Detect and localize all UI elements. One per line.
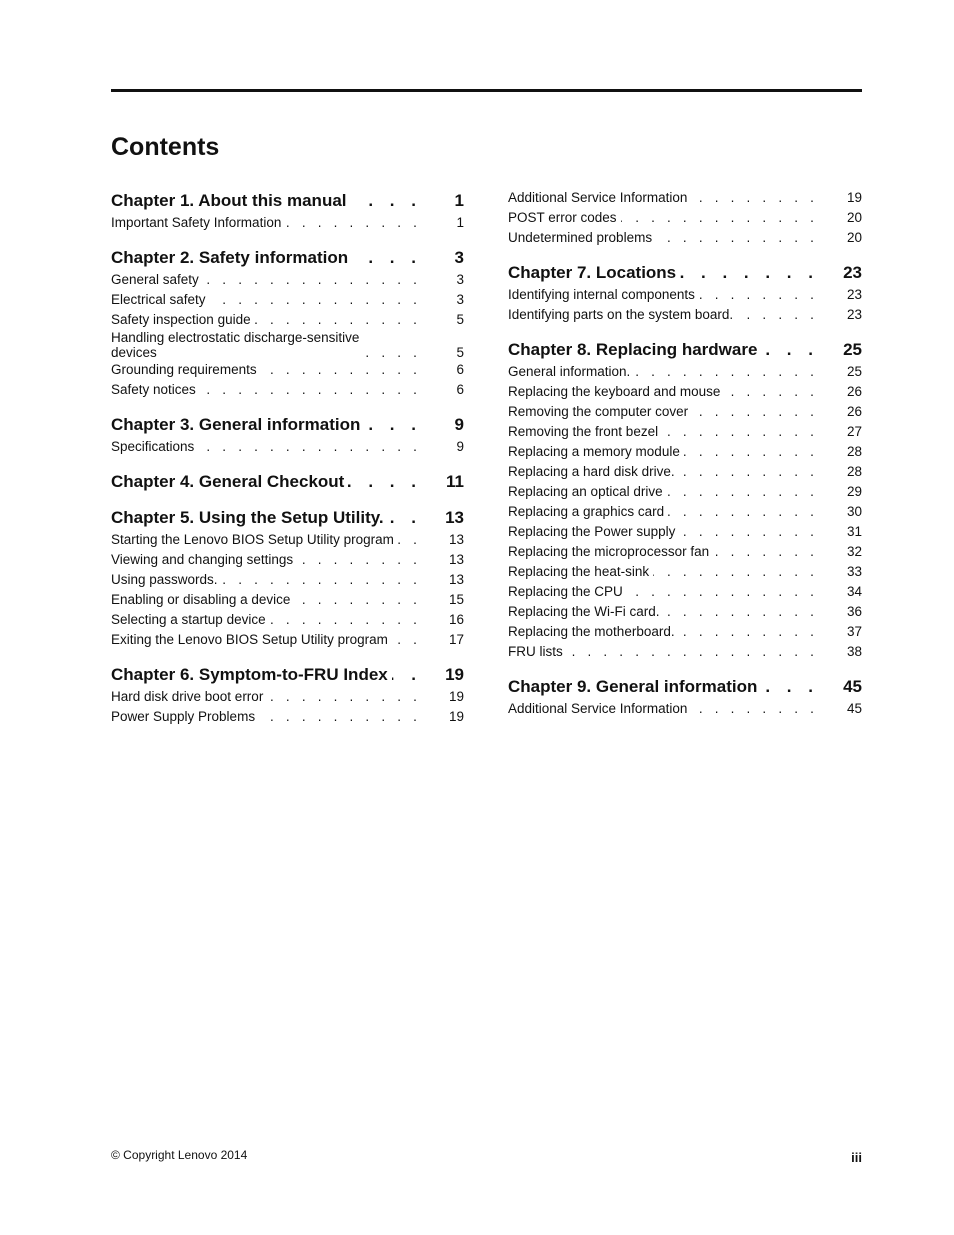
toc-entry[interactable]	[508, 305, 862, 325]
page-title: Contents	[111, 133, 220, 161]
toc-right-column	[508, 190, 862, 733]
toc-entry[interactable]	[111, 707, 464, 727]
entry-label: Replacing the Power supply	[508, 522, 679, 542]
entry-page-number: 38	[841, 642, 862, 662]
entry-page-number: 1	[450, 213, 464, 233]
entry-label: Replacing the Wi-Fi card.	[508, 602, 664, 622]
toc-entry[interactable]	[508, 208, 862, 228]
entry-page-number: 15	[443, 590, 464, 610]
toc-entry[interactable]	[111, 270, 464, 290]
toc-chapter	[111, 507, 464, 650]
chapter-title: Chapter 4. General Checkout	[111, 471, 348, 493]
chapter-title: Chapter 6. Symptom-to-FRU Index	[111, 664, 392, 686]
chapter-heading-row[interactable]	[111, 247, 464, 269]
entry-page-number: 17	[443, 630, 464, 650]
entry-page-number: 26	[841, 402, 862, 422]
toc-entry[interactable]	[111, 610, 464, 630]
entry-label: Undetermined problems	[508, 228, 656, 248]
toc-entry[interactable]	[508, 482, 862, 502]
toc-chapter	[508, 339, 862, 662]
toc-entry[interactable]	[508, 188, 862, 208]
entry-label: Hard disk drive boot error	[111, 687, 267, 707]
entry-label	[111, 330, 363, 360]
entry-page-number: 20	[841, 208, 862, 228]
toc-entry[interactable]	[111, 590, 464, 610]
entry-label: POST error codes	[508, 208, 621, 228]
entry-label: Specifications	[111, 437, 198, 457]
entry-label: Replacing the keyboard and mouse	[508, 382, 724, 402]
chapter-title: Chapter 3. General information	[111, 414, 364, 436]
entry-label: Replacing the CPU	[508, 582, 627, 602]
entry-label: Removing the front bezel	[508, 422, 662, 442]
toc-chapter	[111, 471, 464, 493]
entry-page-number: 19	[443, 687, 464, 707]
entry-label: Exiting the Lenovo BIOS Setup Utility program	[111, 630, 392, 650]
chapter-title: Chapter 7. Locations	[508, 262, 680, 284]
entry-label: General information.	[508, 362, 634, 382]
entry-page-number: 30	[841, 502, 862, 522]
toc-entry[interactable]	[508, 642, 862, 662]
toc-entry[interactable]	[508, 502, 862, 522]
entry-page-number: 37	[841, 622, 862, 642]
chapter-page-number: 45	[837, 676, 862, 698]
toc-entry[interactable]	[111, 290, 464, 310]
toc-entry[interactable]	[508, 542, 862, 562]
chapter-heading-row[interactable]	[111, 190, 464, 212]
toc-entry[interactable]	[111, 213, 464, 233]
entry-label: Using passwords.	[111, 570, 222, 590]
entry-page-number: 45	[841, 699, 862, 719]
footer-copyright: © Copyright Lenovo 2014	[111, 1148, 248, 1162]
chapter-page-number: 13	[439, 507, 464, 529]
toc-chapter	[508, 676, 862, 719]
toc-entry[interactable]	[508, 522, 862, 542]
entry-page-number: 31	[841, 522, 862, 542]
entry-label-line: Handling electrostatic discharge-sensitive	[111, 330, 360, 345]
entry-page-number: 25	[841, 362, 862, 382]
entry-label: Power Supply Problems	[111, 707, 259, 727]
entry-page-number: 27	[841, 422, 862, 442]
chapter-heading-row[interactable]	[508, 339, 862, 361]
entry-label: Removing the computer cover	[508, 402, 692, 422]
entry-page-number: 26	[841, 382, 862, 402]
entry-label: Enabling or disabling a device	[111, 590, 294, 610]
toc-entry[interactable]	[508, 442, 862, 462]
entry-label: Replacing a memory module	[508, 442, 684, 462]
toc-entry[interactable]	[508, 562, 862, 582]
toc-entry[interactable]	[508, 422, 862, 442]
toc-chapter	[111, 247, 464, 400]
toc-chapter	[111, 190, 464, 233]
chapter-page-number: 3	[449, 247, 464, 269]
chapter-heading-row[interactable]	[508, 262, 862, 284]
chapter-page-number: 1	[449, 190, 464, 212]
entry-page-number: 6	[450, 360, 464, 380]
chapter-title: Chapter 1. About this manual	[111, 190, 351, 212]
entry-label: Additional Service Information	[508, 699, 691, 719]
toc-entry[interactable]	[508, 699, 862, 719]
toc-entry[interactable]	[508, 285, 862, 305]
entry-page-number: 6	[450, 380, 464, 400]
toc-entry[interactable]	[508, 462, 862, 482]
toc-entry[interactable]	[508, 582, 862, 602]
entry-label: General safety	[111, 270, 203, 290]
toc-chapter	[111, 664, 464, 727]
entry-page-number: 23	[841, 305, 862, 325]
entry-label: Electrical safety	[111, 290, 210, 310]
chapter-title: Chapter 9. General information	[508, 676, 761, 698]
entry-page-number: 3	[450, 290, 464, 310]
toc-entry[interactable]	[111, 530, 464, 550]
entry-label: Viewing and changing settings	[111, 550, 297, 570]
entry-label: Starting the Lenovo BIOS Setup Utility program	[111, 530, 398, 550]
entry-page-number: 3	[450, 270, 464, 290]
toc-entry[interactable]	[111, 310, 464, 330]
entry-page-number: 16	[443, 610, 464, 630]
chapter-heading-row[interactable]	[508, 676, 862, 698]
toc-entry[interactable]	[111, 360, 464, 380]
entry-label: Identifying internal components	[508, 285, 699, 305]
entry-label: Grounding requirements	[111, 360, 261, 380]
toc-entry[interactable]	[111, 437, 464, 457]
entry-page-number: 28	[841, 442, 862, 462]
entry-label: Replacing a hard disk drive.	[508, 462, 679, 482]
chapter-heading-row[interactable]	[111, 507, 464, 529]
chapter-heading-row[interactable]	[111, 471, 464, 493]
entry-page-number: 13	[443, 570, 464, 590]
entry-label: Selecting a startup device	[111, 610, 270, 630]
toc-entry[interactable]	[111, 687, 464, 707]
entry-label: Important Safety Information	[111, 213, 285, 233]
entry-label: Safety inspection guide	[111, 310, 255, 330]
footer-page-number: iii	[851, 1150, 862, 1165]
toc-entry[interactable]	[111, 630, 464, 650]
chapter-title: Chapter 2. Safety information	[111, 247, 352, 269]
toc-entry[interactable]	[508, 228, 862, 248]
chapter-page-number: 25	[837, 339, 862, 361]
entry-label: Replacing an optical drive	[508, 482, 667, 502]
entry-label: Safety notices	[111, 380, 200, 400]
entry-label-line: devices	[111, 345, 157, 360]
entry-page-number: 32	[841, 542, 862, 562]
top-rule	[111, 89, 862, 92]
toc-entry[interactable]	[508, 622, 862, 642]
toc-chapter	[508, 188, 862, 248]
entry-label: Replacing the motherboard.	[508, 622, 679, 642]
entry-label: Replacing the microprocessor fan	[508, 542, 713, 562]
toc-entry[interactable]	[111, 550, 464, 570]
toc-entry[interactable]	[111, 570, 464, 590]
entry-label: Replacing the heat-sink	[508, 562, 653, 582]
entry-page-number: 5	[450, 310, 464, 330]
entry-page-number: 23	[841, 285, 862, 305]
toc-chapter	[508, 262, 862, 325]
toc-entry[interactable]	[508, 602, 862, 622]
entry-page-number: 13	[443, 550, 464, 570]
chapter-page-number: 11	[440, 471, 464, 493]
entry-page-number: 9	[450, 437, 464, 457]
toc-entry[interactable]	[508, 402, 862, 422]
entry-page-number: 28	[841, 462, 862, 482]
chapter-page-number: 23	[837, 262, 862, 284]
chapter-title: Chapter 5. Using the Setup Utility.	[111, 507, 388, 529]
entry-page-number: 19	[443, 707, 464, 727]
toc-entry[interactable]	[111, 380, 464, 400]
toc-entry[interactable]	[111, 330, 464, 360]
toc-left-column	[111, 190, 464, 741]
chapter-title: Chapter 8. Replacing hardware	[508, 339, 761, 361]
entry-page-number: 34	[841, 582, 862, 602]
toc-entry[interactable]	[508, 362, 862, 382]
entry-page-number: 19	[841, 188, 862, 208]
entry-label: Identifying parts on the system board.	[508, 305, 737, 325]
entry-label: FRU lists	[508, 642, 567, 662]
entry-label: Replacing a graphics card	[508, 502, 668, 522]
entry-page-number: 29	[841, 482, 862, 502]
entry-page-number: 33	[841, 562, 862, 582]
entry-page-number: 20	[841, 228, 862, 248]
chapter-page-number: 9	[449, 414, 464, 436]
entry-page-number: 5	[450, 345, 464, 360]
toc-entry[interactable]	[508, 382, 862, 402]
chapter-heading-row[interactable]	[111, 664, 464, 686]
chapter-heading-row[interactable]	[111, 414, 464, 436]
entry-page-number: 13	[443, 530, 464, 550]
toc-chapter	[111, 414, 464, 457]
entry-label: Additional Service Information	[508, 188, 691, 208]
chapter-page-number: 19	[439, 664, 464, 686]
entry-page-number: 36	[841, 602, 862, 622]
